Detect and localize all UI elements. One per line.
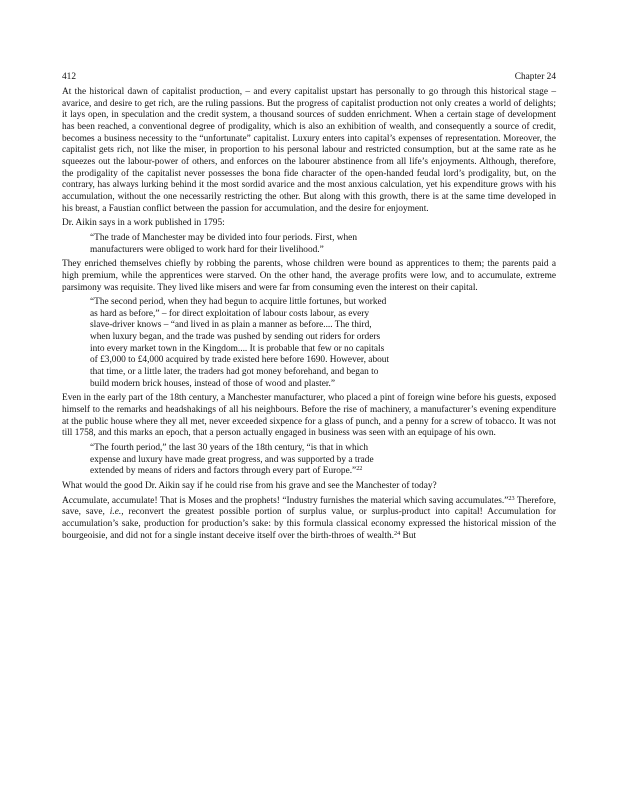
block-quote: “The second period, when they had begun to acquire little fortunes, but worked as hard as before,” – for direct exploitation of labour costs labour, as every slave-driver knows – “and lived in as plain a manner as before.... The third, when luxury began, and the trade was pushed by sending out riders for orders into every market town in the Kingdom.... It is probable that few or no capitals of £3,000 to £4,000 acquired by trade existed here before 1690. However, about that time, or a little later, the traders had got money beforehand, and began to build modern brick houses, instead of those of wood and plaster.” (90, 297, 390, 389)
footnote-ref: 24 (393, 529, 401, 537)
paragraph: At the historical dawn of capitalist production, – and every capitalist upstart has personally to go through this historical stage – avarice, and desire to get rich, are the ruling passions. But the progress of capitalist production not only creates a world of delights; it lays open, in speculation and the credit system, a thousand sources of sudden enrichment. When a certain stage of development has been reached, a conventional degree of prodigality, which is also an exhibition of wealth, and consequently a source of credit, becomes a business necessity to the “unfortunate” capitalist. Luxury enters into capital’s expenses of representation. Moreover, the capitalist gets rich, not like the miser, in proportion to his personal labour and restricted consumption, but at the same rate as he squeezes out the labour-power of others, and enforces on the labourer abstinence from all life’s enjoyments. Although, therefore, the prodigality of the capitalist never possesses the bona fide character of the open-handed feudal lord’s prodigality, but, on the contrary, has always lurking behind it the most sordid avarice and the most anxious calculation, yet his expenditure grows with his accumulation, without the one necessarily restricting the other. But along with this growth, there is at the same time developed in his breast, a Faustian conflict between the passion for accumulation, and the desire for enjoyment. (62, 87, 556, 214)
block-quote (90, 443, 390, 478)
chapter-title: Chapter 24 (514, 72, 556, 82)
paragraph: What would the good Dr. Aikin say if he could rise from his grave and see the Manchester of today? (62, 481, 437, 491)
paragraph: Dr. Aikin says in a work published in 1795: (62, 218, 225, 229)
paragraph (62, 496, 556, 543)
text-run: Accumulate, accumulate! That is Moses and the prophets! “Industry furnishes the material which saving accumulates.” (62, 495, 509, 506)
footnote-ref: 22 (356, 465, 363, 473)
quote-text: “The fourth period,” the last 30 years of the 18th century, “is that in which expense and luxury have made great progress, and was supported by a trade extended by means of riders and factors through every part of Europe.” (90, 443, 374, 477)
block-quote: “The trade of Manchester may be divided into four periods. First, when manufacturers were obliged to work hard for their livelihood.” (90, 232, 357, 255)
text-run: But (400, 530, 416, 541)
paragraph: They enriched themselves chiefly by robbing the parents, whose children were bound as apprentices to them; the parents paid a high premium, while the apprentices were starved. On the other hand, the average profits were low, and to accumulate, extreme parsimony was requisite. They lived like misers and were far from consuming even the interest on their capital. (62, 259, 556, 293)
book-page (62, 72, 556, 545)
text-run: reconvert the greatest possible portion of surplus value, or surplus-product into capital! Accumulation for accumulation’s sake, production for production’s sake: by this formula classical economy expressed the historical mission of the bourgeoisie, and did not for a single instant deceive itself over the birth-throes of wealth. (62, 507, 556, 541)
running-header (62, 72, 556, 85)
italic-run: i.e., (109, 507, 124, 518)
paragraph: Even in the early part of the 18th century, a Manchester manufacturer, who placed a pint of foreign wine before his guests, exposed himself to the remarks and headshakings of all his neighbours. Before the rise of machinery, a manufacturer’s evening expenditure at the public house where they all met, never exceeded sixpence for a glass of punch, and a penny for a screw of tobacco. It was not till 1758, and this marks an epoch, that a person actually engaged in business was seen with an equipage of his own. (62, 393, 556, 439)
page-number: 412 (62, 72, 77, 82)
footnote-ref: 23 (508, 494, 515, 502)
text-run: Therefore, save, save, (62, 495, 556, 518)
